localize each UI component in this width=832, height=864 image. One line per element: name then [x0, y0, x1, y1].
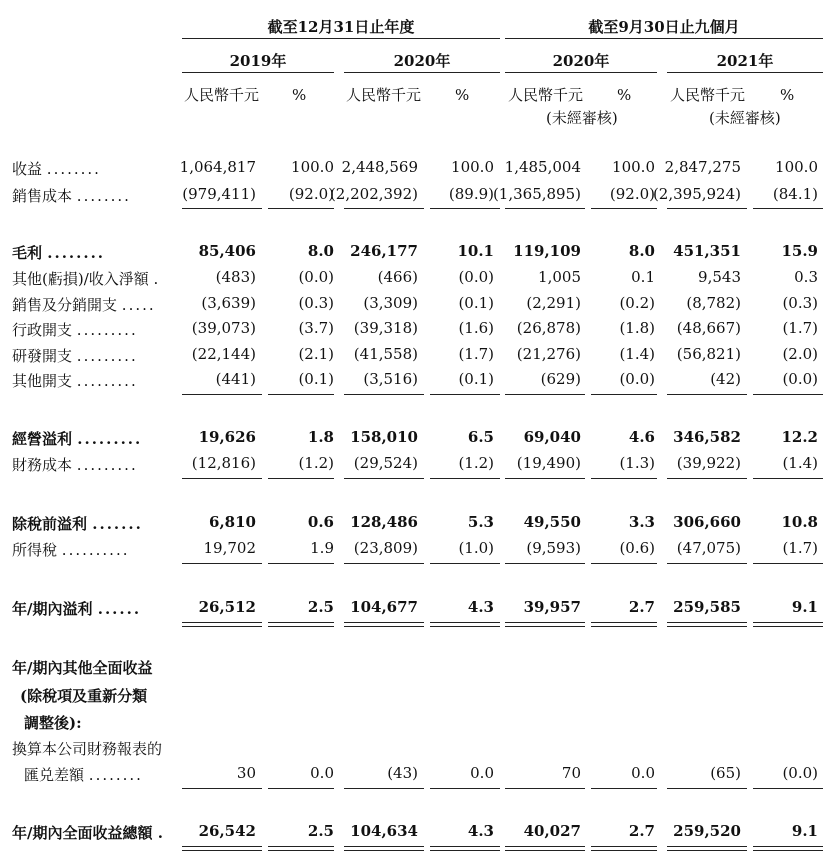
table-cell: 3.3 — [628, 513, 655, 531]
header-group-nine-months: 截至9月30日止九個月 — [588, 18, 740, 36]
row-label-gross-profit: 毛利 ........ — [12, 244, 106, 262]
double-rule-total-c7 — [667, 846, 747, 851]
table-cell: (12,816) — [191, 454, 256, 472]
double-rule-total-c4 — [430, 846, 500, 851]
table-cell: 0.0 — [310, 764, 334, 782]
table-cell: 306,660 — [673, 513, 741, 531]
rule-after-income-tax-c4 — [430, 563, 500, 564]
table-cell: (3.7) — [298, 319, 334, 337]
table-cell: 100.0 — [291, 158, 334, 176]
table-cell: 104,634 — [350, 822, 418, 840]
table-cell: (41,558) — [353, 345, 418, 363]
table-cell: 10.1 — [457, 242, 494, 260]
table-cell: (39,073) — [191, 319, 256, 337]
table-cell: (1.0) — [458, 539, 494, 557]
table-cell: (3,516) — [363, 370, 418, 388]
header-year-2020: 2020年 — [393, 52, 451, 70]
table-cell: (3,639) — [201, 294, 256, 312]
table-cell: 6.5 — [467, 428, 494, 446]
table-cell: 4.3 — [467, 598, 494, 616]
header-year-2019: 2019年 — [229, 52, 287, 70]
table-cell: 2.5 — [307, 822, 334, 840]
rule-after-other-expenses-c4 — [430, 394, 500, 395]
table-cell: 85,406 — [198, 242, 256, 260]
rule-after-other-expenses-c5 — [505, 394, 585, 395]
table-cell: (0.0) — [782, 764, 818, 782]
table-cell: 158,010 — [350, 428, 418, 446]
table-cell: 259,585 — [673, 598, 741, 616]
table-cell: 19,702 — [203, 539, 256, 557]
table-cell: 10.8 — [781, 513, 818, 531]
header-year-2020-9m-underline — [505, 72, 657, 73]
rule-after-cost-of-sales-c3 — [344, 208, 424, 209]
table-cell: (2,395,924) — [652, 185, 741, 203]
table-cell: (1.6) — [458, 319, 494, 337]
double-rule-profit-c8 — [753, 622, 823, 627]
row-label-income-tax: 所得稅 .......... — [12, 541, 130, 559]
table-cell: 0.0 — [470, 764, 494, 782]
double-rule-profit-c7 — [667, 622, 747, 627]
header-year-2021-9m-underline — [667, 72, 823, 73]
rule-after-cost-of-sales-c1 — [182, 208, 262, 209]
table-cell: (19,490) — [516, 454, 581, 472]
oci-heading-line1: 年/期內其他全面收益 — [12, 659, 153, 677]
rule-after-exchange-c7 — [667, 788, 747, 789]
rule-after-finance-costs-c8 — [753, 478, 823, 479]
table-cell: (0.0) — [298, 268, 334, 286]
header-unit-2019: 人民幣千元 — [184, 86, 260, 104]
table-cell: 0.3 — [794, 268, 818, 286]
table-cell: (9,593) — [526, 539, 581, 557]
rule-after-other-expenses-c1 — [182, 394, 262, 395]
table-cell: (1.7) — [782, 319, 818, 337]
row-label-operating-profit: 經營溢利 ......... — [12, 430, 143, 448]
table-cell: (39,318) — [353, 319, 418, 337]
table-cell: 259,520 — [673, 822, 741, 840]
rule-after-finance-costs-c7 — [667, 478, 747, 479]
table-cell: (3,309) — [363, 294, 418, 312]
table-cell: (92.0) — [288, 185, 334, 203]
table-cell: 69,040 — [523, 428, 581, 446]
table-cell: (65) — [710, 764, 741, 782]
table-cell: (0.0) — [782, 370, 818, 388]
row-label-other-income: 其他(虧損)/收入淨額 . — [12, 270, 161, 288]
table-cell: (43) — [387, 764, 418, 782]
table-cell: (2,291) — [526, 294, 581, 312]
table-cell: (1,365,895) — [492, 185, 581, 203]
table-cell: 4.3 — [467, 822, 494, 840]
table-cell: (1.4) — [782, 454, 818, 472]
rule-after-income-tax-c8 — [753, 563, 823, 564]
table-cell: 39,957 — [523, 598, 581, 616]
double-rule-total-c6 — [591, 846, 657, 851]
table-cell: (39,922) — [676, 454, 741, 472]
header-unaudited-2021: (未經審核) — [709, 109, 781, 127]
rule-after-exchange-c5 — [505, 788, 585, 789]
rule-after-other-expenses-c8 — [753, 394, 823, 395]
table-cell: (629) — [540, 370, 581, 388]
row-label-total-comprehensive-income: 年/期內全面收益總額 . — [12, 824, 165, 842]
table-cell: (56,821) — [676, 345, 741, 363]
double-rule-total-c8 — [753, 846, 823, 851]
header-year-2019-underline — [182, 72, 334, 73]
table-cell: (84.1) — [772, 185, 818, 203]
table-cell: (1.7) — [782, 539, 818, 557]
table-cell: 0.6 — [307, 513, 334, 531]
table-cell: 2.5 — [307, 598, 334, 616]
table-cell: (1.2) — [458, 454, 494, 472]
row-label-rd-expenses: 研發開支 ......... — [12, 347, 138, 365]
table-cell: (0.3) — [298, 294, 334, 312]
rule-after-income-tax-c6 — [591, 563, 657, 564]
rule-after-exchange-c1 — [182, 788, 262, 789]
table-cell: (47,075) — [676, 539, 741, 557]
rule-after-cost-of-sales-c4 — [430, 208, 500, 209]
row-label-profit-for-period: 年/期內溢利 ...... — [12, 600, 142, 618]
table-cell: 30 — [236, 764, 256, 782]
table-cell: (89.9) — [448, 185, 494, 203]
table-cell: 8.0 — [628, 242, 655, 260]
row-label-revenue: 收益 ........ — [12, 160, 101, 178]
table-cell: 1,064,817 — [179, 158, 256, 176]
row-label-cost-of-sales: 銷售成本 ........ — [12, 187, 131, 205]
rule-after-cost-of-sales-c5 — [505, 208, 585, 209]
row-label-selling-expenses: 銷售及分銷開支 ..... — [12, 296, 156, 314]
table-cell: 1,485,004 — [504, 158, 581, 176]
row-label-exchange-differences: 匯兑差額 ........ — [24, 766, 143, 784]
table-cell: 1,005 — [538, 268, 581, 286]
rule-after-cost-of-sales-c2 — [268, 208, 334, 209]
row-label-finance-costs: 財務成本 ......... — [12, 456, 138, 474]
table-cell: (466) — [377, 268, 418, 286]
table-cell: (42) — [710, 370, 741, 388]
table-cell: 6,810 — [209, 513, 256, 531]
table-cell: (23,809) — [353, 539, 418, 557]
table-cell: (0.1) — [458, 294, 494, 312]
rule-after-exchange-c6 — [591, 788, 657, 789]
double-rule-profit-c5 — [505, 622, 585, 627]
rule-after-finance-costs-c5 — [505, 478, 585, 479]
table-cell: 19,626 — [198, 428, 256, 446]
table-cell: 9.1 — [791, 598, 818, 616]
header-group-year-ended: 截至12月31日止年度 — [267, 18, 415, 36]
table-cell: (483) — [215, 268, 256, 286]
double-rule-profit-c3 — [344, 622, 424, 627]
rule-after-exchange-c3 — [344, 788, 424, 789]
rule-after-finance-costs-c6 — [591, 478, 657, 479]
table-cell: 40,027 — [523, 822, 581, 840]
rule-after-cost-of-sales-c7 — [667, 208, 747, 209]
table-cell: (8,782) — [686, 294, 741, 312]
table-cell: 1.9 — [310, 539, 334, 557]
header-pct-2021-9m: % — [780, 86, 795, 104]
rule-after-income-tax-c2 — [268, 563, 334, 564]
rule-after-other-expenses-c6 — [591, 394, 657, 395]
table-cell: 9,543 — [698, 268, 741, 286]
row-label-admin-expenses: 行政開支 ......... — [12, 321, 138, 339]
table-cell: 2,448,569 — [341, 158, 418, 176]
table-cell: 2.7 — [628, 822, 655, 840]
double-rule-profit-c6 — [591, 622, 657, 627]
table-cell: 15.9 — [781, 242, 818, 260]
rule-after-cost-of-sales-c8 — [753, 208, 823, 209]
header-pct-2019: % — [292, 86, 307, 104]
table-cell: 9.1 — [791, 822, 818, 840]
rule-after-income-tax-c5 — [505, 563, 585, 564]
table-cell: (26,878) — [516, 319, 581, 337]
table-cell: 26,512 — [198, 598, 256, 616]
table-cell: (1.7) — [458, 345, 494, 363]
table-cell: 26,542 — [198, 822, 256, 840]
double-rule-profit-c2 — [268, 622, 334, 627]
table-cell: (0.3) — [782, 294, 818, 312]
rule-after-finance-costs-c1 — [182, 478, 262, 479]
header-pct-2020-9m: % — [617, 86, 632, 104]
header-unit-2020: 人民幣千元 — [346, 86, 422, 104]
header-unit-2020-9m: 人民幣千元 — [508, 86, 584, 104]
table-cell: 451,351 — [673, 242, 741, 260]
table-cell: (1.8) — [619, 319, 655, 337]
table-cell: (0.1) — [298, 370, 334, 388]
double-rule-total-c5 — [505, 846, 585, 851]
table-cell: 100.0 — [451, 158, 494, 176]
rule-after-other-expenses-c3 — [344, 394, 424, 395]
table-cell: 100.0 — [612, 158, 655, 176]
table-cell: (2,202,392) — [329, 185, 418, 203]
table-cell: (0.0) — [619, 370, 655, 388]
table-cell: 70 — [561, 764, 581, 782]
double-rule-profit-c4 — [430, 622, 500, 627]
rule-after-finance-costs-c3 — [344, 478, 424, 479]
table-cell: 2,847,275 — [664, 158, 741, 176]
header-year-2020-underline — [344, 72, 500, 73]
table-cell: 100.0 — [775, 158, 818, 176]
table-cell: 128,486 — [350, 513, 418, 531]
table-cell: (21,276) — [516, 345, 581, 363]
row-label-profit-before-tax: 除稅前溢利 ....... — [12, 515, 143, 533]
table-cell: 49,550 — [523, 513, 581, 531]
rule-after-exchange-c2 — [268, 788, 334, 789]
table-cell: 5.3 — [467, 513, 494, 531]
header-year-2020-9m: 2020年 — [552, 52, 610, 70]
table-cell: (0.1) — [458, 370, 494, 388]
rule-after-income-tax-c7 — [667, 563, 747, 564]
oci-heading-line4: 換算本公司財務報表的 — [12, 740, 163, 758]
rule-after-income-tax-c1 — [182, 563, 262, 564]
table-cell: 104,677 — [350, 598, 418, 616]
double-rule-total-c2 — [268, 846, 334, 851]
table-cell: (441) — [215, 370, 256, 388]
table-cell: 4.6 — [628, 428, 655, 446]
table-cell: 119,109 — [513, 242, 581, 260]
table-cell: 246,177 — [350, 242, 418, 260]
rule-after-finance-costs-c4 — [430, 478, 500, 479]
table-cell: 12.2 — [781, 428, 818, 446]
row-label-other-expenses: 其他開支 ......... — [12, 372, 138, 390]
table-cell: (2.1) — [298, 345, 334, 363]
rule-after-cost-of-sales-c6 — [591, 208, 657, 209]
rule-after-other-expenses-c2 — [268, 394, 334, 395]
header-group2-underline — [505, 38, 823, 39]
double-rule-total-c3 — [344, 846, 424, 851]
rule-after-other-expenses-c7 — [667, 394, 747, 395]
table-cell: (2.0) — [782, 345, 818, 363]
table-cell: 346,582 — [673, 428, 741, 446]
header-unaudited-2020: (未經審核) — [546, 109, 618, 127]
table-cell: 0.0 — [631, 764, 655, 782]
rule-after-income-tax-c3 — [344, 563, 424, 564]
table-cell: (1.3) — [619, 454, 655, 472]
table-cell: (0.2) — [619, 294, 655, 312]
table-cell: (92.0) — [609, 185, 655, 203]
oci-heading-line3: 調整後): — [24, 714, 82, 732]
rule-after-exchange-c8 — [753, 788, 823, 789]
table-cell: (1.4) — [619, 345, 655, 363]
table-cell: (979,411) — [182, 185, 256, 203]
double-rule-total-c1 — [182, 846, 262, 851]
rule-after-exchange-c4 — [430, 788, 500, 789]
table-cell: (1.2) — [298, 454, 334, 472]
table-cell: (48,667) — [676, 319, 741, 337]
header-pct-2020: % — [455, 86, 470, 104]
oci-heading-line2: (除稅項及重新分類 — [20, 687, 148, 705]
table-cell: 8.0 — [307, 242, 334, 260]
header-unit-2021-9m: 人民幣千元 — [670, 86, 746, 104]
table-cell: (0.6) — [619, 539, 655, 557]
header-year-2021-9m: 2021年 — [716, 52, 774, 70]
header-group1-underline — [182, 38, 500, 39]
double-rule-profit-c1 — [182, 622, 262, 627]
table-cell: 1.8 — [307, 428, 334, 446]
table-cell: 0.1 — [631, 268, 655, 286]
rule-after-finance-costs-c2 — [268, 478, 334, 479]
table-cell: (29,524) — [353, 454, 418, 472]
table-cell: (0.0) — [458, 268, 494, 286]
table-cell: (22,144) — [191, 345, 256, 363]
table-cell: 2.7 — [628, 598, 655, 616]
